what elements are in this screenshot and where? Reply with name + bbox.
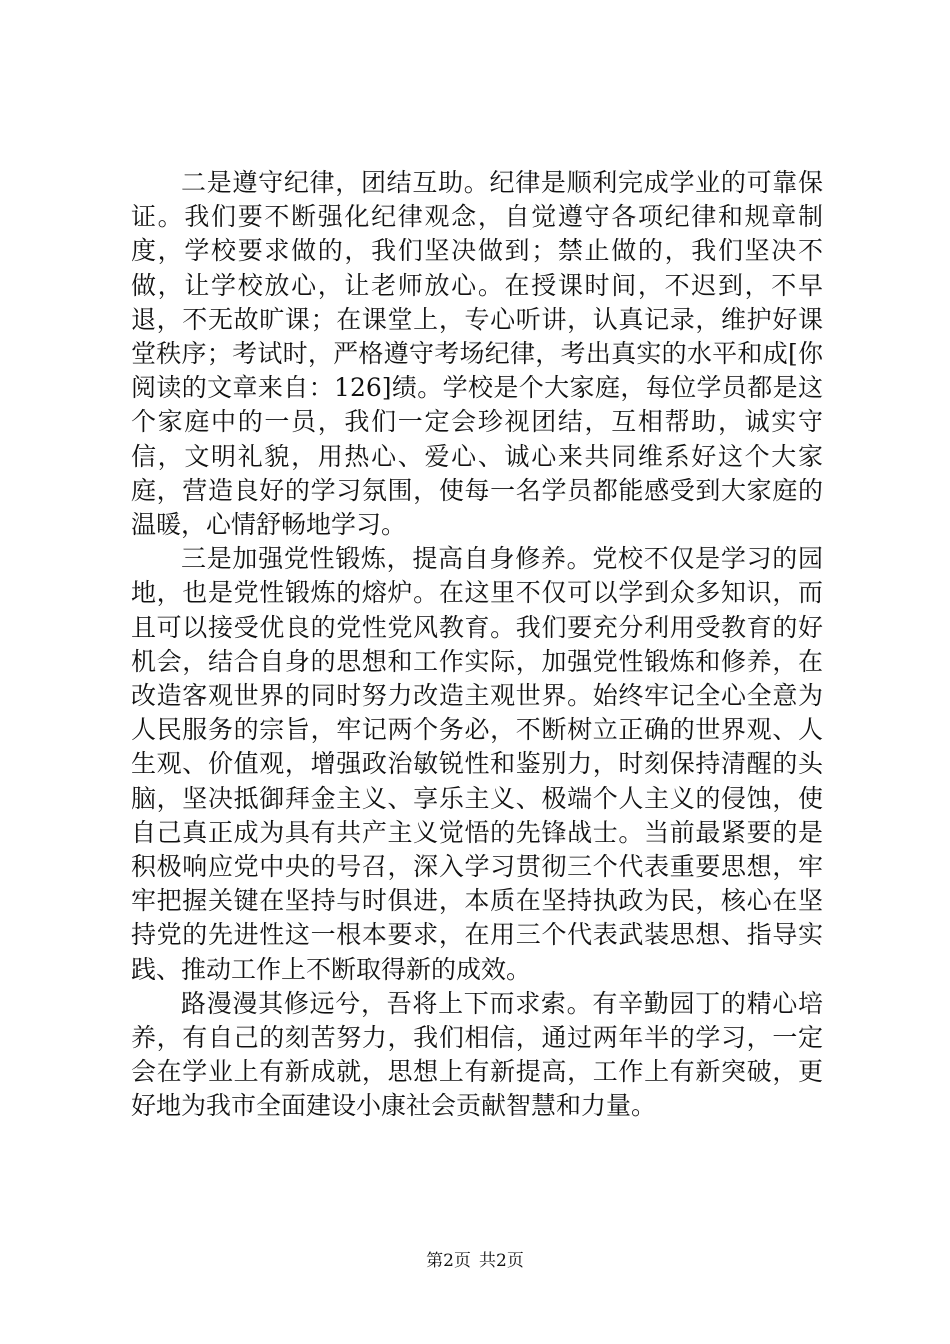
paragraph-party-spirit: 三是加强党性锻炼，提高自身修养。党校不仅是学习的园地，也是党性锻炼的熔炉。在这里不仅可以学到众多知识，而且可以接受优良的党性党风教育。我们要充分利用受教育的好机会，结合自身的思想和工作实际，加强党性锻炼和修养，在改造客观世界的同时努力改造主观世界。始终牢记全心全意为人民服务的宗旨，牢记两个务必，不断树立正确的世界观、人生观、价值观，增强政治敏锐性和鉴别力，时刻保持清醒的头脑，坚决抵御拜金主义、享乐主义、极端个人主义的侵蚀，使自己真正成为具有共产主义觉悟的先锋战士。当前最紧要的是积极响应党中央的号召，深入学习贯彻三个代表重要思想，牢牢把握关键在坚持与时俱进，本质在坚持执政为民，核心在坚持党的先进性这一根本要求，在用三个代表武装思想、指导实践、推动工作上不断取得新的成效。	[131, 544, 823, 984]
paragraph-closing: 路漫漫其修远兮，吾将上下而求索。有辛勤园丁的精心培养，有自己的刻苦努力，我们相信，通过两年半的学习，一定会在学业上有新成就，思想上有新提高，工作上有新突破，更好地为我市全面建设小康社会贡献智慧和力量。	[131, 988, 823, 1121]
document-body	[131, 166, 823, 1124]
paragraph-discipline: 二是遵守纪律，团结互助。纪律是顺利完成学业的可靠保证。我们要不断强化纪律观念，自觉遵守各项纪律和规章制度，学校要求做的，我们坚决做到；禁止做的，我们坚决不做，让学校放心，让老师放心。在授课时间，不迟到，不早退，不无故旷课；在课堂上，专心听讲，认真记录，维护好课堂秩序；考试时，严格遵守考场纪律，考出真实的水平和成[你阅读的文章来自：126]绩。学校是个大家庭，每位学员都是这个家庭中的一员，我们一定会珍视团结，互相帮助，诚实守信，文明礼貌，用热心、爱心、诚心来共同维系好这个大家庭，营造良好的学习氛围，使每一名学员都能感受到大家庭的温暖，心情舒畅地学习。	[131, 168, 823, 540]
page-footer	[0, 1250, 950, 1272]
page-number-total: 共2页	[479, 1251, 524, 1271]
page-number-current: 第2页	[426, 1251, 471, 1271]
